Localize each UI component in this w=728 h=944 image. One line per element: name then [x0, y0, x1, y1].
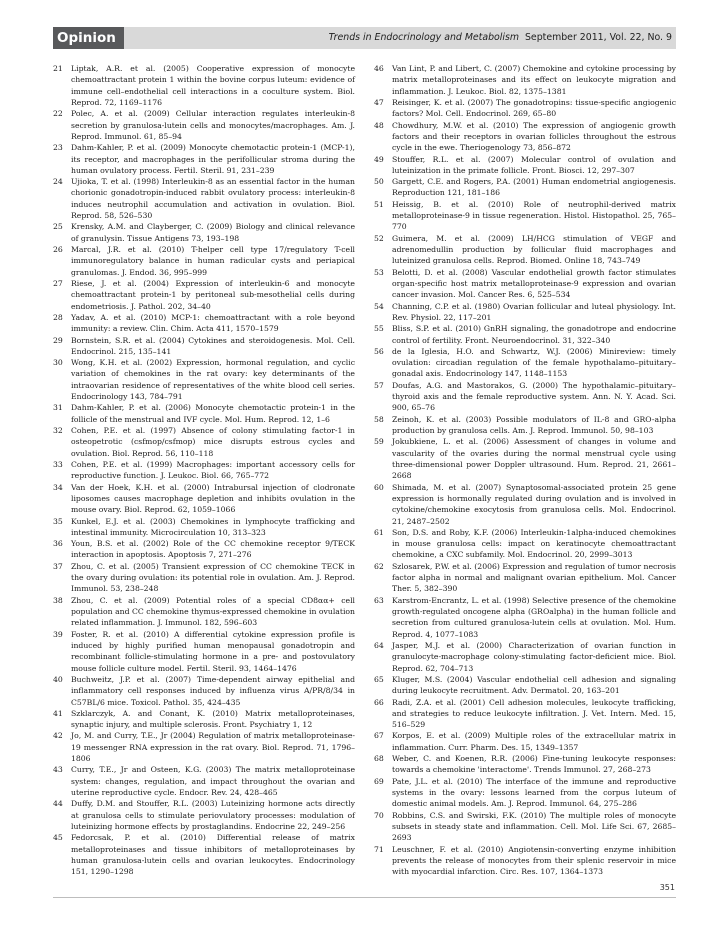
reference-text: Duffy, D.M. and Stouffer, R.L. (2003) Luteinizing hormone acts directly at granulosa cells to stimulate periovulatory processes: modulation of luteinizing hormone effects by prostaglandins. Endocrine 22, 249–256 — [71, 799, 355, 831]
reference-entry — [374, 323, 676, 346]
reference-entry — [374, 595, 676, 640]
reference-text: Wong, K.H. et al. (2002) Expression, hormonal regulation, and cyclic variation of chemokines in the rat ovary: key determinants of the intraovarian residence of representatives of the white blood cell series. Endocrinology 143, 784–791 — [71, 358, 355, 402]
reference-entry — [374, 97, 676, 120]
section-label: Opinion — [53, 27, 124, 49]
reference-entry — [374, 346, 676, 380]
reference-number: 71 — [374, 844, 384, 854]
reference-text: Youn, B.S. et al. (2002) Role of the CC chemokine receptor 9/TECK interaction in apoptosis. Apoptosis 7, 271–276 — [71, 539, 355, 560]
reference-number: 34 — [53, 482, 63, 492]
reference-text: Belotti, D. et al. (2008) Vascular endothelial growth factor stimulates organ-specific host matrix metalloproteinase-9 expression and ovarian cancer invasion. Mol. Cancer Res. 6, 525–534 — [392, 267, 676, 300]
reference-entry — [374, 154, 676, 177]
reference-text: Van Lint, P. and Libert, C. (2007) Chemokine and cytokine processing by matrix metalloproteinases and its effect on leukocyte migration and inflammation. J. Leukoc. Biol. 82, 1375–1381 — [392, 64, 676, 96]
reference-number: 61 — [374, 527, 384, 537]
reference-number: 64 — [374, 640, 384, 650]
reference-number: 25 — [53, 222, 63, 232]
reference-text: Dahm-Kahler, P. et al. (2009) Monocyte chemotactic protein-1 (MCP-1), its receptor, and macrophages in the perifollicular stroma during the human ovulatory process. Fertil. Steril. 91, 231–239 — [71, 143, 355, 175]
reference-number: 51 — [374, 199, 384, 209]
reference-text: Kluger, M.S. (2004) Vascular endothelial cell adhesion and signaling during leukocyte recruitment. Adv. Dermatol. 20, 163–201 — [392, 674, 676, 696]
references-right-column — [374, 63, 676, 878]
reference-number: 32 — [53, 426, 63, 435]
reference-entry — [53, 674, 355, 708]
reference-number: 58 — [374, 414, 384, 424]
reference-text: Reisinger, K. et al. (2007) The gonadotropins: tissue-specific angiogenic factors? Mol. Cell. Endocrinol. 269, 65–80 — [392, 97, 676, 119]
reference-entry — [374, 810, 676, 844]
reference-entry — [374, 199, 676, 233]
journal-name: Trends in Endocrinology and Metabolism — [328, 32, 520, 43]
reference-number: 41 — [53, 708, 63, 718]
reference-text: Yadav, A. et al. (2010) MCP-1: chemoattractant with a role beyond immunity: a review. Clin. Chim. Acta 411, 1570–1579 — [71, 312, 355, 334]
reference-number: 33 — [53, 459, 63, 469]
reference-entry — [374, 63, 676, 97]
reference-entry — [53, 764, 355, 798]
reference-text: Cohen, P.E. et al. (1999) Macrophages: important accessory cells for reproductive function. J. Leukoc. Biol. 66, 765–772 — [71, 459, 355, 481]
reference-text: Son, D.S. and Roby, K.F. (2006) Interleukin-1alpha-induced chemokines in mouse granulosa cells: impact on keratinocyte chemoattractant chemokine, a CXC subfamily. Mol. Endocrinol. 20, 2999–3013 — [392, 527, 676, 560]
reference-entry — [53, 798, 355, 832]
page-number: 351 — [659, 883, 675, 892]
reference-text: Shimada, M. et al. (2007) Synaptosomal-associated protein 25 gene expression is hormonally regulated during ovulation and is involved in cytokine/chemokine exocytosis from granulosa cells. Mol. Endocrinol. 21, 2487–2502 — [392, 482, 676, 526]
reference-number: 43 — [53, 765, 63, 775]
reference-text: Chowdhury, M.W. et al. (2010) The expression of angiogenic growth factors and their receptors in ovarian follicles throughout the estrous cycle in the ewe. Theriogenology 73, 856–872 — [392, 120, 676, 153]
reference-number: 31 — [53, 403, 63, 413]
reference-entry — [53, 832, 355, 877]
reference-number: 29 — [53, 335, 63, 345]
reference-entry — [53, 595, 355, 629]
reference-number: 26 — [53, 245, 63, 254]
reference-entry — [53, 538, 355, 561]
reference-number: 52 — [374, 233, 384, 243]
reference-text: Weber, C. and Koenen, R.R. (2006) Fine-tuning leukocyte responses: towards a chemokine 'interactome'. Trends Immunol. 27, 268–273 — [392, 754, 676, 775]
reference-entry — [374, 436, 676, 481]
reference-number: 40 — [53, 674, 63, 684]
reference-text: Bliss, S.P. et al. (2010) GnRH signaling, the gonadotrope and endocrine control of fertility. Front. Neuroendocrinol. 31, 322–340 — [392, 324, 676, 345]
reference-entry — [53, 176, 355, 221]
reference-text: Fedorcsak, P. et al. (2010) Differential release of matrix metalloproteinases and tissue inhibitors of metalloproteinases by human granulosa-lutein cells and ovarian leukocytes. Endocrinology 151, 1290–1298 — [71, 833, 355, 877]
reference-entry — [53, 482, 355, 516]
reference-text: Curry, T.E., Jr and Osteen, K.G. (2003) The matrix metalloproteinase system: changes, regulation, and impact throughout the ovarian and uterine reproductive cycle. Endocr. Rev. 24, 428–465 — [71, 765, 355, 797]
reference-number: 53 — [374, 267, 384, 277]
reference-entry — [374, 697, 676, 731]
reference-text: Zhou, C. et al. (2005) Transient expression of CC chemokine TECK in the ovary during ovulation: its potential role in ovulation. Am. J. Reprod. Immunol. 53, 238–248 — [71, 561, 355, 594]
reference-text: Leuschner, F. et al. (2010) Angiotensin-converting enzyme inhibition prevents the release of monocytes from their splenic reservoir in mice with myocardial infarction. Circ. Res. 107, 1364–1373 — [392, 844, 676, 877]
reference-number: 57 — [374, 380, 384, 390]
reference-number: 44 — [53, 799, 63, 809]
reference-text: Jokubkiene, L. et al. (2006) Assessment of changes in volume and vascularity of the ovaries during the normal menstrual cycle using three-dimensional power Doppler ultrasound. Hum. Reprod. 21, 2661–2668 — [392, 437, 676, 481]
reference-number: 63 — [374, 595, 384, 605]
reference-number: 37 — [53, 561, 63, 571]
reference-text: Guimera, M. et al. (2009) LH/HCG stimulation of VEGF and adrenomedullin production by follicular fluid macrophages and luteinized granulosa cells. Reprod. Biomed. Online 18, 743–749 — [392, 233, 676, 266]
reference-entry — [53, 335, 355, 358]
reference-text: Szlosarek, P.W. et al. (2006) Expression and regulation of tumor necrosis factor alpha in normal and malignant ovarian epithelium. Mol. Cancer Ther. 5, 382–390 — [392, 561, 676, 594]
reference-entry — [53, 142, 355, 176]
reference-entry — [53, 312, 355, 335]
references-left-column — [53, 63, 355, 878]
running-header — [53, 27, 676, 49]
reference-entry — [374, 176, 676, 199]
reference-number: 48 — [374, 120, 384, 130]
reference-text: Polec, A. et al. (2009) Cellular interaction regulates interleukin-8 secretion by granulosa-lutein cells and monocytes/macrophages. Am. J. Reprod. Immunol. 61, 85–94 — [71, 109, 355, 141]
reference-number: 55 — [374, 324, 384, 334]
reference-text: Bornstein, S.R. et al. (2004) Cytokines and steroidogenesis. Mol. Cell. Endocrinol. 215, 135–141 — [71, 335, 355, 356]
reference-number: 35 — [53, 516, 63, 526]
reference-number: 68 — [374, 754, 384, 764]
reference-number: 50 — [374, 177, 384, 187]
reference-entry — [53, 357, 355, 402]
reference-entry — [53, 516, 355, 539]
reference-number: 45 — [53, 833, 63, 843]
reference-entry — [53, 561, 355, 595]
reference-text: Jasper, M.J. et al. (2000) Characterization of ovarian function in granulocyte-macrophage colony-stimulating factor-deficient mice. Biol. Reprod. 62, 704–713 — [392, 640, 676, 673]
reference-text: Dahm-Kahler, P. et al. (2006) Monocyte chemotactic protein-1 in the follicle of the menstrual and IVF cycle. Mol. Hum. Reprod. 12, 1–6 — [71, 403, 355, 424]
reference-entry — [374, 640, 676, 674]
reference-text: Ujioka, T. et al. (1998) Interleukin-8 as an essential factor in the human chorionic gonadotropin-induced rabbit ovulatory process: interleukin-8 induces neutrophil accumulation and activation in ovulation. Biol. Reprod. 58, 526–530 — [71, 177, 355, 221]
reference-number: 70 — [374, 810, 384, 820]
reference-text: Heissig, B. et al. (2010) Role of neutrophil-derived matrix metalloproteinase-9 in tissue regeneration. Histol. Histopathol. 25, 765–770 — [392, 199, 676, 232]
reference-number: 62 — [374, 561, 384, 571]
reference-number: 38 — [53, 595, 63, 605]
reference-text: Karstrom-Encrantz, L. et al. (1998) Selective presence of the chemokine growth-regulated oncogene alpha (GROalpha) in the human follicle and secretion from cultured granulosa-lutein cells at ovulation. Mol. Hum. Reprod. 4, 1077–1083 — [392, 595, 676, 639]
reference-entry — [374, 844, 676, 878]
reference-entry — [53, 244, 355, 278]
reference-entry — [374, 380, 676, 414]
reference-number: 23 — [53, 143, 63, 153]
reference-text: Krensky, A.M. and Clayberger, C. (2009) Biology and clinical relevance of granulysin. Tissue Antigens 73, 193–198 — [71, 222, 355, 243]
reference-text: Riese, J. et al. (2004) Expression of interleukin-6 and monocyte chemoattractant protein-1 by peritoneal sub-mesothelial cells during endometriosis. J. Pathol. 202, 34–40 — [71, 278, 355, 311]
reference-number: 54 — [374, 301, 384, 311]
reference-number: 49 — [374, 154, 384, 164]
reference-entry — [374, 267, 676, 301]
reference-entry — [374, 730, 676, 753]
reference-number: 42 — [53, 731, 63, 741]
reference-text: Van der Hoek, K.H. et al. (2000) Intrabursal injection of clodronate liposomes causes macrophage depletion and inhibits ovulation in the mouse ovary. Biol. Reprod. 62, 1059–1066 — [71, 482, 355, 515]
reference-entry — [53, 108, 355, 142]
reference-entry — [53, 402, 355, 425]
reference-entry — [53, 708, 355, 731]
issue-info: September 2011, Vol. 22, No. 9 — [524, 32, 672, 43]
reference-number: 21 — [53, 64, 63, 73]
reference-number: 30 — [53, 358, 63, 368]
reference-text: Zhou, C. et al. (2009) Potential roles of a special CD8αα+ cell population and CC chemokine thymus-expressed chemokine in ovulation related inflammation. J. Immunol. 182, 596–603 — [71, 595, 355, 628]
reference-number: 67 — [374, 731, 384, 741]
reference-entry — [53, 730, 355, 764]
reference-entry — [374, 776, 676, 810]
reference-entry — [53, 629, 355, 674]
reference-entry — [374, 482, 676, 527]
reference-text: Gargett, C.E. and Rogers, P.A. (2001) Human endometrial angiogenesis. Reproduction 121, 181–186 — [392, 177, 676, 198]
reference-entry — [374, 527, 676, 561]
reference-entry — [374, 414, 676, 437]
reference-number: 22 — [53, 109, 63, 119]
reference-entry — [374, 120, 676, 154]
reference-text: Jo, M. and Curry, T.E., Jr (2004) Regulation of matrix metalloproteinase-19 messenger RNA expression in the rat ovary. Biol. Reprod. 71, 1796–1806 — [71, 731, 355, 764]
reference-text: Buchweitz, J.P. et al. (2007) Time-dependent airway epithelial and inflammatory cell responses induced by influenza virus A/PR/8/34 in C57BL/6 mice. Toxicol. Pathol. 35, 424–435 — [71, 674, 355, 707]
reference-text: Korpos, E. et al. (2009) Multiple roles of the extracellular matrix in inflammation. Curr. Pharm. Des. 15, 1349–1357 — [392, 731, 676, 752]
reference-entry — [374, 233, 676, 267]
reference-number: 66 — [374, 697, 384, 707]
reference-number: 46 — [374, 64, 384, 73]
reference-number: 69 — [374, 776, 384, 786]
reference-text: Doufas, A.G. and Mastorakos, G. (2000) The hypothalamic–pituitary–thyroid axis and the female reproductive system. Ann. N. Y. Acad. Sci. 900, 65–76 — [392, 380, 676, 413]
reference-entry — [374, 674, 676, 697]
reference-text: Channing, C.P. et al. (1980) Ovarian follicular and luteal physiology. Int. Rev. Physiol. 22, 117–201 — [392, 301, 676, 322]
reference-entry — [374, 301, 676, 324]
reference-text: Foster, R. et al. (2010) A differential cytokine expression profile is induced by highly purified human menopausal gonadotropin and recombinant follicle-stimulating hormone in a pre- and postovulatory mouse follicle culture model. Fertil. Steril. 93, 1464–1476 — [71, 629, 355, 673]
reference-number: 28 — [53, 312, 63, 322]
reference-entry — [53, 221, 355, 244]
reference-number: 24 — [53, 177, 63, 187]
reference-text: Cohen, P.E. et al. (1997) Absence of colony stimulating factor-1 in osteopetrotic (csfmop/csfmop) mice disrupts estrous cycles and ovulation. Biol. Reprod. 56, 110–118 — [71, 426, 355, 458]
reference-number: 56 — [374, 346, 384, 356]
reference-text: Liptak, A.R. et al. (2005) Cooperative expression of monocyte chemoattractant protein 1 within the bovine corpus luteum: evidence of immune cell–endothelial cell interactions in a coculture system. Biol. Reprod. 72, 1169–1176 — [71, 64, 355, 107]
reference-entry — [53, 278, 355, 312]
reference-number: 47 — [374, 97, 384, 107]
journal-citation — [329, 27, 672, 49]
reference-number: 59 — [374, 437, 384, 447]
reference-text: de la Iglesia, H.O. and Schwartz, W.J. (2006) Minireview: timely ovulation: circadian regulation of the female hypothalamo–pituitary–gonadal axis. Endocrinology 147, 1148–1153 — [392, 346, 676, 379]
reference-number: 36 — [53, 539, 63, 549]
reference-number: 39 — [53, 629, 63, 639]
reference-entry — [374, 753, 676, 776]
reference-text: Radi, Z.A. et al. (2001) Cell adhesion molecules, leukocyte trafficking, and strategies to reduce leukocyte infiltration. J. Vet. Intern. Med. 15, 516–529 — [392, 697, 676, 730]
reference-text: Marcal, J.R. et al. (2010) T-helper cell type 17/regulatory T-cell immunoregulatory balance in human radicular cysts and periapical granulomas. J. Endod. 36, 995–999 — [71, 245, 355, 277]
reference-number: 27 — [53, 278, 63, 288]
reference-number: 60 — [374, 482, 384, 492]
reference-number: 65 — [374, 674, 384, 684]
reference-text: Robbins, C.S. and Swirski, F.K. (2010) The multiple roles of monocyte subsets in steady state and inflammation. Cell. Mol. Life Sci. 67, 2685–2693 — [392, 810, 676, 843]
reference-text: Kunkel, E.J. et al. (2003) Chemokines in lymphocyte trafficking and intestinal immunity. Microcirculation 10, 313–323 — [71, 516, 355, 537]
reference-text: Zeinoh, K. et al. (2003) Possible modulators of IL-8 and GRO-alpha production by granulosa cells. Am. J. Reprod. Immunol. 50, 98–103 — [392, 414, 676, 435]
reference-entry — [374, 561, 676, 595]
reference-text: Stouffer, R.L. et al. (2007) Molecular control of ovulation and luteinization in the primate follicle. Front. Biosci. 12, 297–307 — [392, 154, 676, 175]
reference-entry — [53, 425, 355, 459]
reference-text: Szklarczyk, A. and Conant, K. (2010) Matrix metalloproteinases, synaptic injury, and multiple sclerosis. Front. Psychiatry 1, 12 — [71, 708, 355, 730]
reference-entry — [53, 63, 355, 108]
reference-entry — [53, 459, 355, 482]
footer-rule — [53, 897, 676, 898]
reference-text: Pate, J.L. et al. (2010) The interface of the immune and reproductive systems in the ovary: lessons learned from the corpus luteum of domestic animal models. Am. J. Reprod. Immunol. 64, 275–286 — [392, 776, 676, 809]
